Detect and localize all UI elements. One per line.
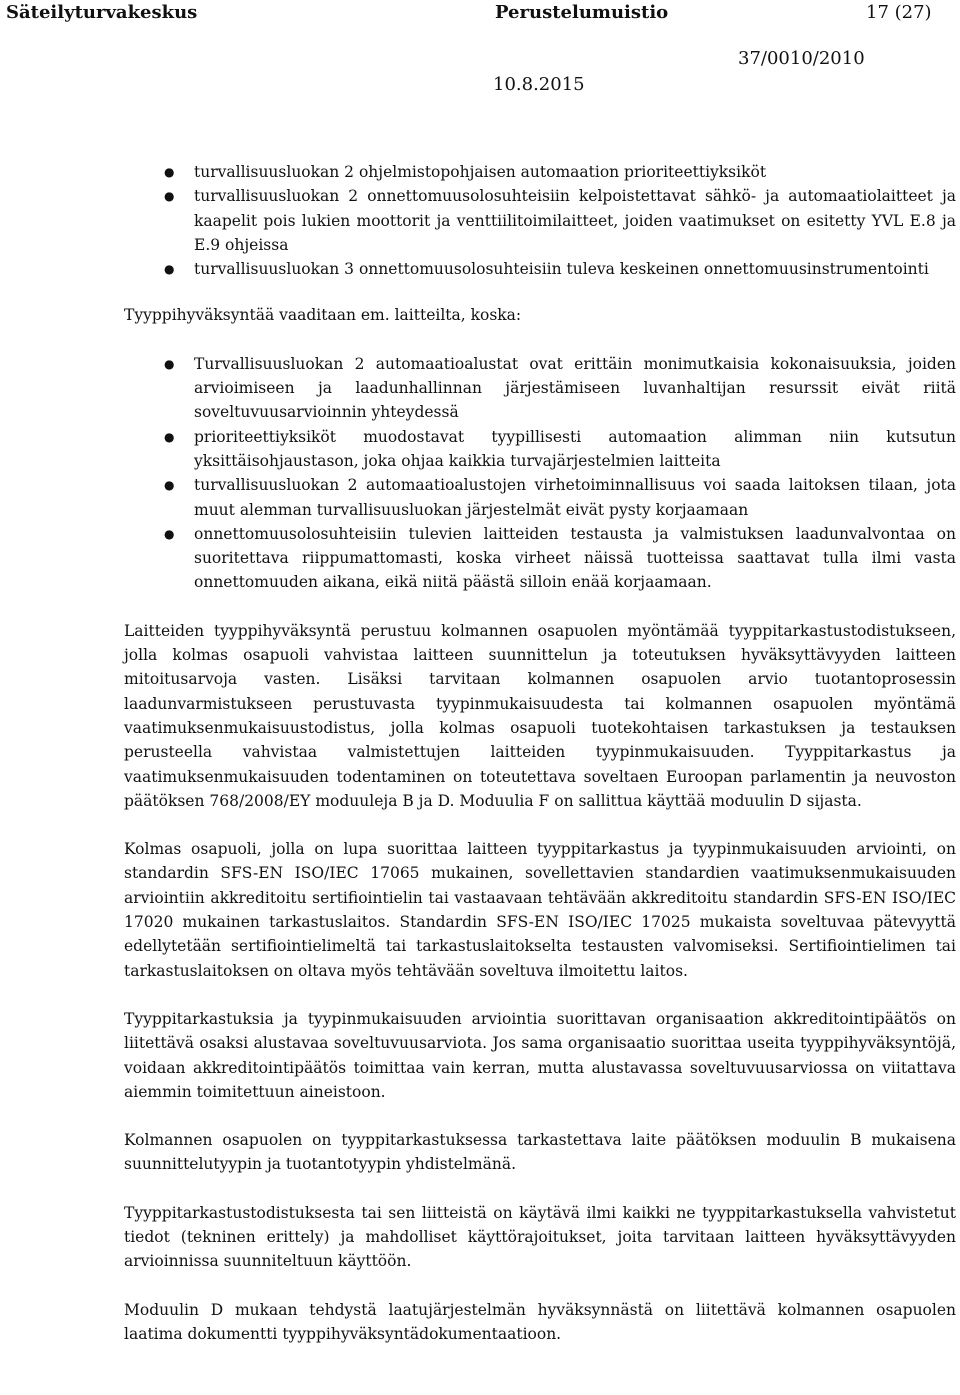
page-number: 17 (27) bbox=[866, 2, 932, 23]
bullet-icon: ● bbox=[164, 189, 175, 204]
bullet-icon: ● bbox=[164, 262, 175, 277]
document-body bbox=[124, 160, 956, 1346]
paragraph-module-b: Kolmannen osapuolen on tyyppitarkastuksessa tarkastettava laite päätöksen moduulin B mukaisena suunnittelutyypin ja tuotantotyypin yhdistelmänä. bbox=[124, 1131, 956, 1174]
list-item bbox=[124, 522, 956, 595]
list-item-text: Turvallisuusluokan 2 automaatioalustat ovat erittäin monimutkaisia kokonaisuuksia, joiden arvioimiseen ja laadunhallinnan järjestämiseen luvanhaltijan resurssit eivät riitä soveltuvuusarvioinnin yhteydessä bbox=[194, 354, 956, 422]
list-item bbox=[124, 425, 956, 474]
document-number: 37/0010/2010 bbox=[738, 48, 865, 69]
bullet-icon: ● bbox=[164, 526, 175, 541]
paragraph-type-approval: Laitteiden tyyppihyväksyntä perustuu kolmannen osapuolen myöntämää tyyppitarkastustodistukseen, jolla kolmas osapuoli vahvistaa laitteen suunnittelun ja toteutuksen hyväksyttävyyden laitteen mitoitusarvoja vasten. Lisäksi tarvitaan kolmannen osapuolen arvio tuotantoprosessin laadunvarmistukseen perustuvasta tyypinmukaisuudesta tai kolmannen osapuolen myöntämä vaatimuksenmukaisuustodistus, jolla kolmas osapuoli tuotekohtaisen tarkastuksen ja testauksen perusteella vahvistaa valmistettujen laitteiden tyypinmukaisuuden. Tyyppitarkastus ja vaatimuksenmukaisuuden todentaminen on toteutettava soveltaen Euroopan parlamentin ja neuvoston päätöksen 768/2008/EY moduuleja B ja D. Moduulia F on sallittua käyttää moduulin D sijasta. bbox=[124, 621, 956, 810]
bullet-icon: ● bbox=[164, 429, 175, 444]
list-item-text: turvallisuusluokan 2 onnettomuusolosuhteisiin kelpoistettavat sähkö- ja automaatiolaitteet ja kaapelit pois lukien moottorit ja venttiilitoimilaitteet, joiden vaatimukset on esitetty YVL E.8 ja E.9 ohjeissa bbox=[194, 187, 956, 254]
bullet-list-devices bbox=[124, 160, 956, 281]
list-item bbox=[124, 352, 956, 425]
list-item-text: onnettomuusolosuhteisiin tulevien laitteiden testausta ja valmistuksen laadunvalvontaa on suoritettava riippumattomasti, koska virheet näissä tuotteissa saattavat tulla ilmi vasta onnettomuuden aikana, eikä niitä päästä silloin enää korjaamaan. bbox=[194, 524, 956, 592]
list-item-text: turvallisuusluokan 2 ohjelmistopohjaisen automaation prioriteettiyksiköt bbox=[194, 163, 767, 181]
bullet-icon: ● bbox=[164, 165, 175, 179]
bullet-icon: ● bbox=[164, 356, 175, 371]
paragraph-certificate: Tyyppitarkastustodistuksesta tai sen liitteistä on käytävä ilmi kaikki ne tyyppitarkastuksella vahvistetut tiedot (tekninen erittely) ja mahdolliset käyttörajoitukset, joita tarvitaan laitteen hyväksyttävyyden arvioinnissa suunniteltuun käyttöön. bbox=[124, 1203, 956, 1271]
bullet-list-reasons bbox=[124, 352, 956, 595]
list-item-text: turvallisuusluokan 2 automaatioalustojen virhetoiminnallisuus voi saada laitoksen tilaan, jota muut alemman turvallisuusluokan järjestelmät eivät pysty korjaamaan bbox=[194, 476, 956, 519]
bullet-icon: ● bbox=[164, 478, 175, 493]
document-date: 10.8.2015 bbox=[493, 74, 585, 95]
document-type: Perustelumuistio bbox=[495, 2, 669, 23]
intro-text: Tyyppihyväksyntää vaaditaan em. laitteilta, koska: bbox=[124, 306, 522, 325]
list-item-text: prioriteettiyksiköt muodostavat tyypillisesti automaation alimman niin kutsutun yksittäisohjaustason, joka ohjaa kaikkia turvajärjestelmien laitteita bbox=[194, 427, 956, 470]
paragraph-module-d: Moduulin D mukaan tehdystä laatujärjestelmän hyväksynnästä on liitettävä kolmannen osapuolen laatima dokumentti tyyppihyväksyntädokumentaatioon. bbox=[124, 1300, 956, 1343]
list-item bbox=[124, 184, 956, 257]
organization-name: Säteilyturvakeskus bbox=[6, 2, 198, 23]
paragraph-third-party: Kolmas osapuoli, jolla on lupa suorittaa laitteen tyyppitarkastus ja tyypinmukaisuuden arviointi, on standardin SFS-EN ISO/IEC 17065 mukainen, sovellettavien standardien vaatimuksenmukaisuuden arviointiin akkreditoitu sertifiointielin tai vastaavaan tehtävään akkreditoitu standardin SFS-EN ISO/IEC 17020 mukainen tarkastuslaitos. Standardin SFS-EN ISO/IEC 17025 mukaista soveltuvaa pätevyyttä edellytetään sertifiointielimeltä tai tarkastuslaitokselta testausten valvomiseksi. Sertifiointielimen tai tarkastuslaitoksen on oltava myös tehtävään soveltuva ilmoitettu laitos. bbox=[124, 840, 956, 980]
list-item bbox=[124, 473, 956, 522]
list-item bbox=[124, 160, 956, 184]
paragraph-accreditation: Tyyppitarkastuksia ja tyypinmukaisuuden arviointia suorittavan organisaation akkreditointipäätös on liitettävä osaksi alustavaa soveltuvuusarviota. Jos sama organisaatio suorittaa useita tyyppihyväksyntöjä, voidaan akkreditointipäätös toimittaa vain kerran, mutta alustavassa soveltuvuusarviossa on viitattava aiemmin toimitettuun aineistoon. bbox=[124, 1009, 956, 1101]
list-item-text: turvallisuusluokan 3 onnettomuusolosuhteisiin tuleva keskeinen onnettomuusinstrumentointi bbox=[194, 260, 929, 279]
list-item bbox=[124, 257, 956, 281]
